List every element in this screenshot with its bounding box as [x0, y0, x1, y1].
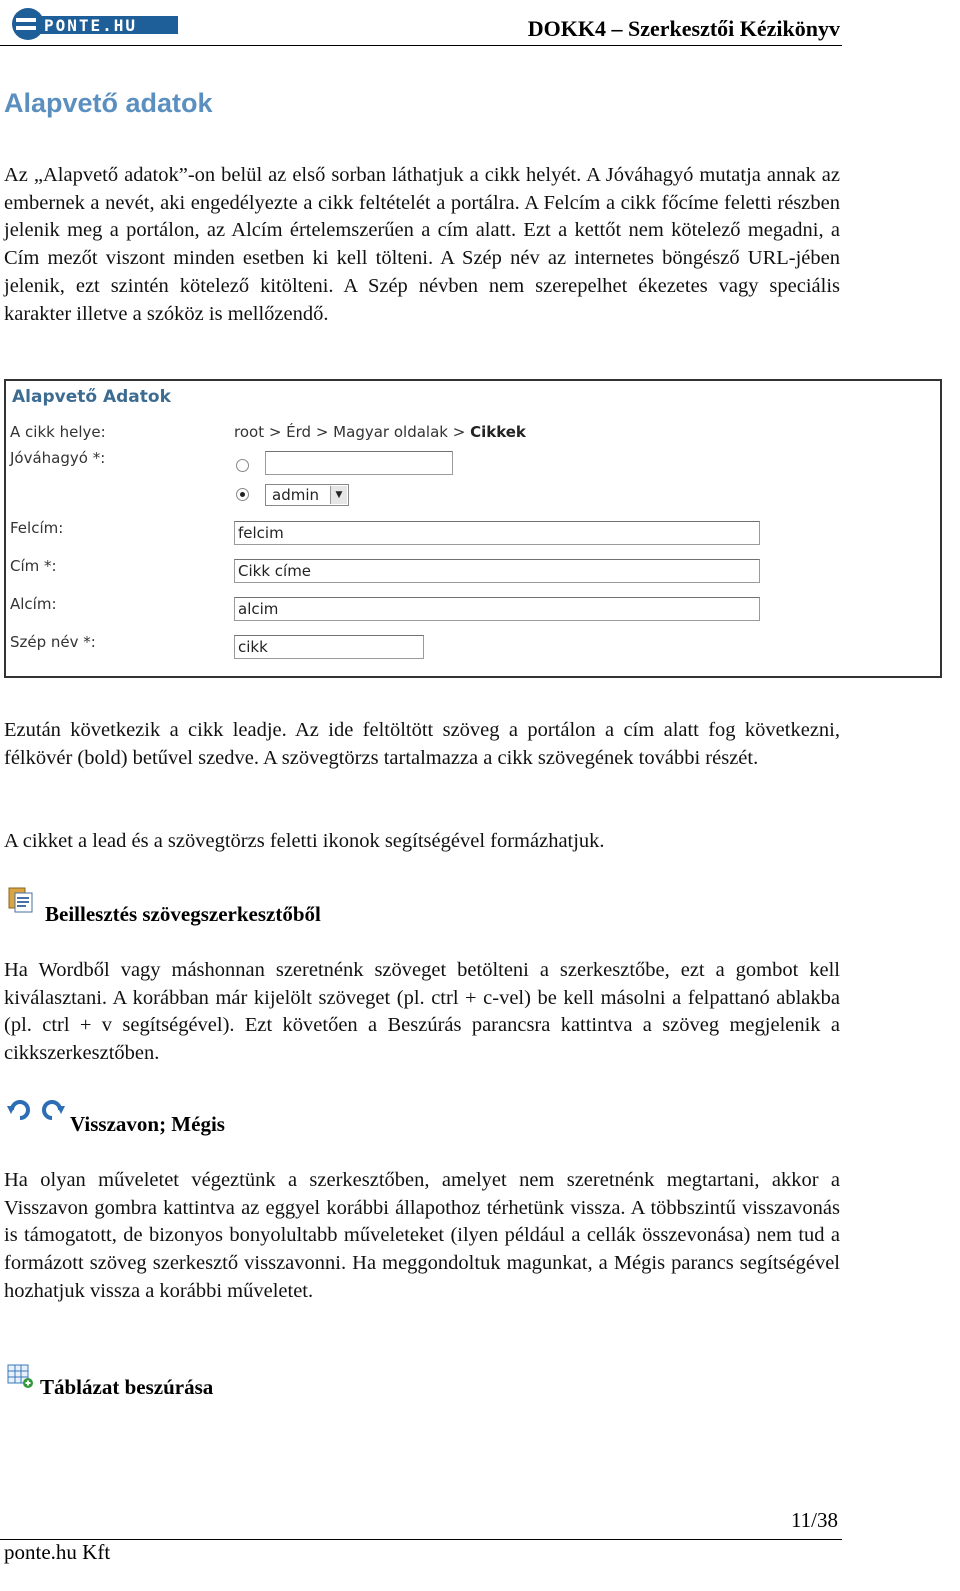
logo-text: PONTE.HU — [44, 16, 138, 35]
location-label: A cikk helye: — [10, 423, 106, 441]
company-name: ponte.hu Kft — [4, 1540, 111, 1564]
breadcrumb — [234, 423, 526, 441]
table-heading: Táblázat beszúrása — [40, 1375, 214, 1399]
approver-select[interactable] — [265, 484, 349, 506]
ponte-logo — [8, 4, 180, 44]
undo-icon — [6, 1096, 34, 1124]
format-paragraph: A cikket a lead és a szövegtörzs feletti ikonok segítségével formázhatjuk. — [4, 830, 605, 852]
form-screenshot — [4, 379, 942, 678]
approver-select-value: admin — [272, 486, 319, 504]
footer-divider — [0, 1539, 842, 1540]
document-title: DOKK4 – Szerkesztői Kézikönyv — [527, 16, 840, 41]
lead-paragraph: Ezután következik a cikk leadje. Az ide feltöltött szöveg a portálon a cím alatt fog következni, félkövér (bold) betűvel szedve. A szövegtörzs tartalmazza a cikk szövegének további részét. — [4, 719, 840, 769]
approver-radio-select[interactable] — [236, 488, 249, 501]
supertitle-label: Felcím: — [10, 519, 64, 537]
breadcrumb-path: root > Érd > Magyar oldalak > — [234, 423, 471, 441]
form-title: Alapvető Adatok — [12, 387, 171, 407]
insert-table-icon — [6, 1362, 34, 1390]
title-input[interactable]: Cikk címe — [234, 559, 760, 583]
intro-paragraph: Az „Alapvető adatok”-on belül az első sorban láthatjuk a cikk helyét. A Jóváhagyó mutatja annak az embernek a nevét, aki engedélyezte a cikk feltételét a portálra. A Felcím a cikk főcíme feletti részben jelenik meg a portálon, az Alcím értelemszerűen a cím alatt. Ezt a kettőt nem kötelező megadni, a Cím mezőt viszont minden esetben ki kell tölteni. A Szép név az internetes böngésző URL-jében jelenik, ezt szintén kötelező kitölteni. A Szép névben nem szerepelhet ékezetes vagy speciális karakter illetve a szóköz is mellőzendő. — [4, 164, 840, 325]
undo-paragraph: Ha olyan műveletet végeztünk a szerkesztőben, amelyet nem szeretnénk megtartani, akkor a Visszavon gombra kattintva az eggyel korábbi állapothoz térhetünk vissza. A többszintű visszavonás is támogatott, de bizonyos bonyolultabb műveleteket (ilyen például a cellák összevonása) nem tud a formázott szöveg szerkesztő visszavonni. Ha meggondoltuk magunkat, a Mégis parancs segítségével hozhatjuk vissza a korábbi műveletet. — [4, 1169, 840, 1302]
page-number: 11/38 — [790, 1508, 838, 1532]
subtitle-input[interactable]: alcim — [234, 597, 760, 621]
paste-paragraph: Ha Wordből vagy máshonnan szeretnénk szöveget betölteni a szerkesztőbe, ezt a gombot kell kiválasztani. A korábban már kijelölt szöveget (pl. ctrl + c-vel) be kell másolni a felpattanó ablakba (pl. ctrl + v segítségével). Ezt követően a Beszúrás parancsra kattintva a szöveg megjelenik a cikkszerkesztőben. — [4, 959, 840, 1065]
redo-icon — [38, 1096, 66, 1124]
approver-text-input[interactable] — [265, 451, 453, 475]
chevron-down-icon: ▼ — [330, 486, 347, 504]
section-title: Alapvető adatok — [4, 88, 213, 118]
supertitle-input[interactable]: felcim — [234, 521, 760, 545]
slug-input[interactable]: cikk — [234, 635, 424, 659]
approver-radio-text[interactable] — [236, 459, 249, 472]
subtitle-label: Alcím: — [10, 595, 57, 613]
paste-from-word-icon — [6, 884, 34, 912]
title-label: Cím *: — [10, 557, 57, 575]
header-divider — [0, 45, 842, 46]
approver-label: Jóváhagyó *: — [10, 449, 106, 467]
breadcrumb-current: Cikkek — [470, 423, 526, 441]
undo-redo-heading: Visszavon; Mégis — [70, 1112, 225, 1136]
slug-label: Szép név *: — [10, 633, 96, 651]
paste-heading: Beillesztés szövegszerkesztőből — [45, 902, 321, 926]
